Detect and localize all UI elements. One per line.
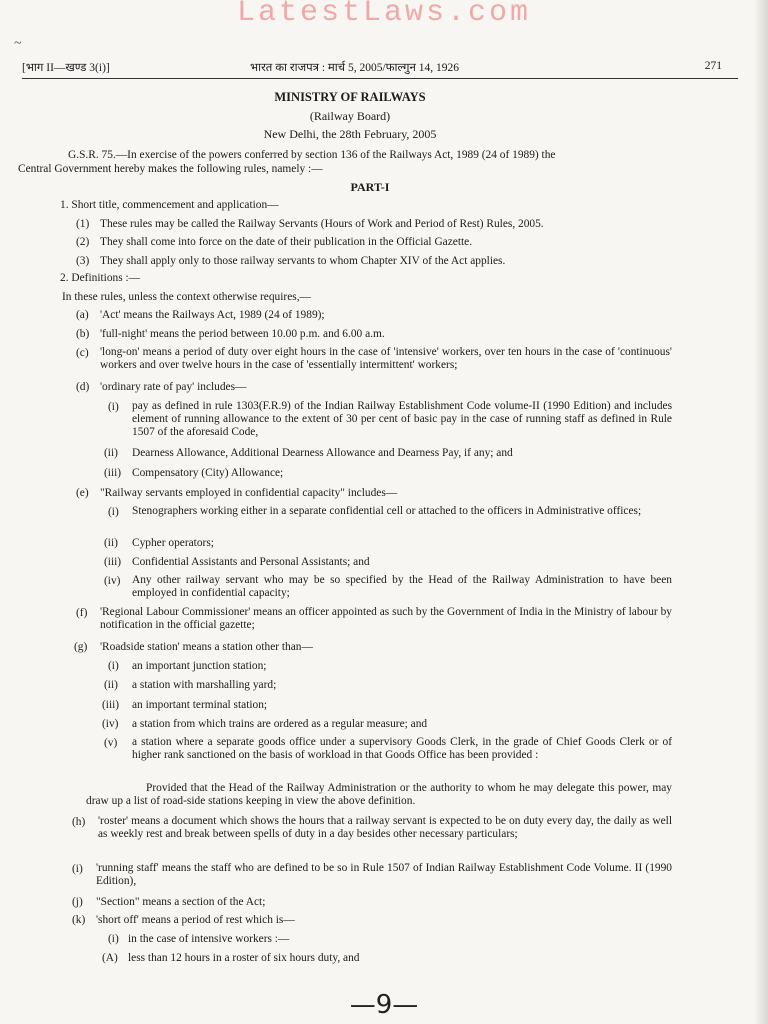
def-g-iii-text: an important terminal station; bbox=[132, 699, 268, 711]
def-d-iii-text: Compensatory (City) Allowance; bbox=[132, 467, 284, 479]
def-g-ii-num: (ii) bbox=[104, 679, 118, 691]
rule-2-text: They shall come into force on the date of their publication in the Official Gazette. bbox=[100, 236, 473, 248]
header-rule bbox=[22, 78, 738, 79]
def-j-text: "Section" means a section of the Act; bbox=[96, 896, 266, 908]
header-page-number: 271 bbox=[704, 60, 722, 72]
def-a-text: 'Act' means the Railways Act, 1989 (24 of 1989); bbox=[100, 309, 325, 321]
def-d-i-text: pay as defined in rule 1303(F.R.9) of the Indian Railway Establishment Code volume-II (1990 Edition) and includes element of running allowance to the extent of 30 per cent of basic pay in the case of running staff as defined in Rule 1507 of the aforesaid Code, bbox=[132, 400, 672, 438]
section-2-title: 2. Definitions :— bbox=[60, 272, 141, 284]
def-g-i-num: (i) bbox=[108, 660, 119, 672]
ministry-title: MINISTRY OF RAILWAYS bbox=[274, 90, 426, 104]
def-g-proviso: Provided that the Head of the Railway Administration or the authority to whom he may delegate this power, may draw up a list of road-side stations keeping in view the above definition. bbox=[86, 782, 672, 807]
def-k-text: 'short off' means a period of rest which is— bbox=[96, 914, 295, 926]
def-g-iii-num: (iii) bbox=[102, 699, 120, 711]
gsr-line-2: Central Government hereby makes the following rules, namely :— bbox=[18, 163, 323, 175]
header-gazette: भारत का राजपत्र : मार्च 5, 2005/फाल्गुन 14, 1926 bbox=[250, 62, 459, 74]
def-g-ii-text: a station with marshalling yard; bbox=[132, 679, 277, 691]
def-e-ii-text: Cypher operators; bbox=[132, 537, 214, 549]
def-h-text: 'roster' means a document which shows the hours that a railway servant is expected to be on duty every day, the daily as well as weekly rest and break between spells of duty in a day besides other necessary particulars; bbox=[98, 815, 672, 840]
watermark: LatestLaws.com bbox=[236, 0, 532, 30]
definitions-intro: In these rules, unless the context otherwise requires,— bbox=[62, 291, 311, 303]
def-e-iv-num: (iv) bbox=[104, 575, 121, 587]
def-e-iii-text: Confidential Assistants and Personal Assistants; and bbox=[132, 556, 370, 568]
def-k-num: (k) bbox=[72, 914, 86, 926]
def-j-num: (j) bbox=[72, 896, 83, 908]
dateline: New Delhi, the 28th February, 2005 bbox=[263, 127, 437, 141]
def-i-num: (i) bbox=[72, 863, 83, 875]
def-b-text: 'full-night' means the period between 10.00 p.m. and 6.00 a.m. bbox=[100, 328, 385, 340]
def-k-i-text: in the case of intensive workers :— bbox=[128, 933, 290, 945]
def-d-text: 'ordinary rate of pay' includes— bbox=[100, 381, 247, 393]
def-i-text: 'running staff' means the staff who are defined to be so in Rule 1507 of Indian Railway Establishment Code Volume. II (1990 Edition), bbox=[96, 862, 672, 887]
rule-1-text: These rules may be called the Railway Servants (Hours of Work and Period of Rest) Rules, 2005. bbox=[100, 218, 544, 230]
def-g-iv-text: a station from which trains are ordered as a regular measure; and bbox=[132, 718, 428, 730]
def-e-text: "Railway servants employed in confidential capacity" includes— bbox=[100, 487, 398, 499]
def-k-i-num: (i) bbox=[108, 933, 119, 945]
def-h-num: (h) bbox=[72, 816, 86, 828]
rule-1-num: (1) bbox=[76, 218, 90, 230]
def-g-v-num: (v) bbox=[104, 737, 118, 749]
rule-2-num: (2) bbox=[76, 236, 90, 248]
def-c-text: 'long-on' means a period of duty over eight hours in the case of 'intensive' workers, over ten hours in the case of 'continuous' workers and over twelve hours in the case of 'essentially intermittent' workers; bbox=[100, 346, 672, 371]
def-e-ii-num: (ii) bbox=[104, 537, 118, 549]
def-b-num: (b) bbox=[76, 328, 90, 340]
rule-3-text: They shall apply only to those railway servants to whom Chapter XIV of the Act applies. bbox=[100, 255, 506, 267]
def-d-i-num: (i) bbox=[108, 401, 119, 413]
def-g-v-text: a station where a separate goods office under a supervisory Goods Clerk, in the grade of Chief Goods Clerk or of higher rank sanctioned on the basis of workload in that Goods Office has been provided : bbox=[132, 736, 672, 761]
def-d-num: (d) bbox=[76, 381, 90, 393]
def-k-a-text: less than 12 hours in a roster of six hours duty, and bbox=[128, 952, 360, 964]
def-e-i-num: (i) bbox=[108, 506, 119, 518]
def-d-ii-text: Dearness Allowance, Additional Dearness Allowance and Dearness Pay, if any; and bbox=[132, 447, 513, 459]
def-g-text: 'Roadside station' means a station other than— bbox=[100, 641, 313, 653]
def-g-i-text: an important junction station; bbox=[132, 660, 267, 672]
part-heading: PART-I bbox=[350, 180, 390, 194]
def-e-i-text: Stenographers working either in a separate confidential cell or attached to the officers in Administrative offices; bbox=[132, 505, 642, 517]
def-f-num: (f) bbox=[76, 607, 88, 619]
def-a-num: (a) bbox=[76, 309, 89, 321]
section-1-title: 1. Short title, commencement and application— bbox=[60, 199, 279, 211]
def-d-ii-num: (ii) bbox=[104, 447, 118, 459]
def-e-iv-text: Any other railway servant who may be so specified by the Head of the Railway Administration to have been employed in confidential capacity; bbox=[132, 574, 672, 599]
def-e-iii-num: (iii) bbox=[104, 556, 122, 568]
rule-3-num: (3) bbox=[76, 255, 90, 267]
def-k-a-num: (A) bbox=[102, 952, 118, 964]
def-g-iv-num: (iv) bbox=[102, 718, 119, 730]
gsr-line-1: G.S.R. 75.—In exercise of the powers conferred by section 136 of the Railways Act, 1989 (24 of 1989) the bbox=[68, 149, 556, 161]
def-c-num: (c) bbox=[76, 347, 89, 359]
page-edge-shadow bbox=[754, 0, 768, 1024]
def-d-iii-num: (iii) bbox=[104, 467, 122, 479]
pen-mark: ~ bbox=[14, 36, 22, 51]
board-subtitle: (Railway Board) bbox=[309, 109, 391, 123]
def-g-num: (g) bbox=[74, 641, 88, 653]
def-f-text: 'Regional Labour Commissioner' means an officer appointed as such by the Government of India in the Ministry of labour by notification in the official gazette; bbox=[100, 606, 672, 631]
def-e-num: (e) bbox=[76, 487, 89, 499]
header-part: [भाग II—खण्ड 3(i)] bbox=[22, 62, 110, 74]
handwritten-page-number: —9— bbox=[349, 990, 419, 1020]
